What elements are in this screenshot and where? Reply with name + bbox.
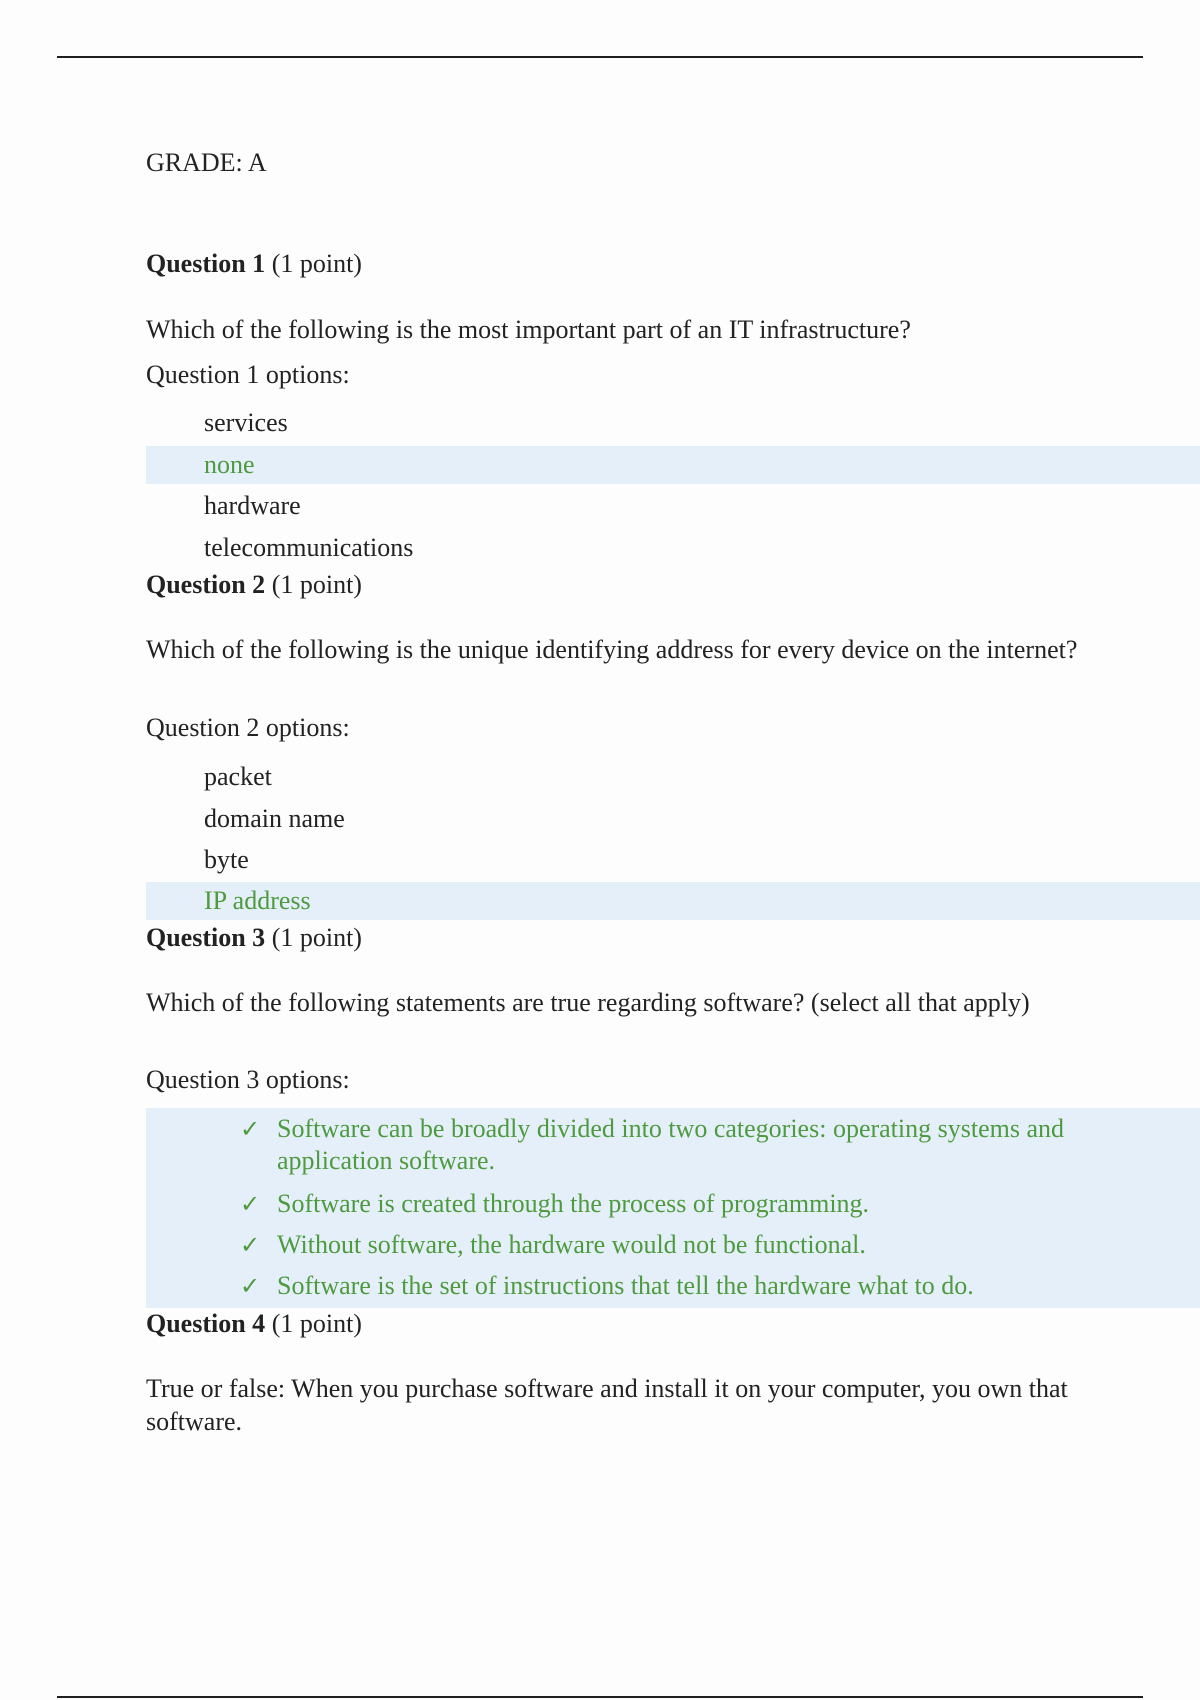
- question-3-number: Question 3: [146, 923, 266, 952]
- question-1-heading: [146, 249, 362, 279]
- question-2-heading: [146, 570, 362, 600]
- question-1-option-4[interactable]: telecommunications: [204, 533, 414, 562]
- question-3-option-4[interactable]: [240, 1270, 1140, 1302]
- grade-label: GRADE: A: [146, 148, 267, 177]
- question-2-points: (1 point): [271, 570, 362, 599]
- checkmark-icon: ✓: [240, 1231, 261, 1259]
- checkmark-icon: ✓: [240, 1115, 261, 1143]
- question-2-number: Question 2: [146, 570, 266, 599]
- question-2-option-3[interactable]: byte: [204, 845, 249, 874]
- question-1-option-1[interactable]: services: [204, 408, 288, 437]
- question-4-heading: [146, 1309, 362, 1339]
- question-1-option-2-correct[interactable]: none: [204, 450, 255, 479]
- question-2-options-label: Question 2 options:: [146, 713, 350, 742]
- question-4-prompt: True or false: When you purchase software and install it on your computer, you own that software.: [146, 1374, 1068, 1436]
- question-3-option-1[interactable]: [240, 1113, 1140, 1177]
- question-3-option-3-text: Without software, the hardware would not be functional.: [277, 1230, 866, 1259]
- question-1-option-3[interactable]: hardware: [204, 491, 301, 520]
- question-3-option-1-text: Software can be broadly divided into two categories: operating systems and application software.: [277, 1114, 1065, 1175]
- top-rule: [57, 56, 1143, 58]
- question-1-prompt: Which of the following is the most important part of an IT infrastructure?: [146, 315, 911, 344]
- question-2-prompt: Which of the following is the unique identifying address for every device on the internet?: [146, 635, 1078, 664]
- question-3-option-4-text: Software is the set of instructions that tell the hardware what to do.: [277, 1271, 974, 1300]
- question-3-option-3[interactable]: [240, 1229, 1140, 1261]
- question-2-option-1[interactable]: packet: [204, 762, 272, 791]
- question-4-number: Question 4: [146, 1309, 266, 1338]
- question-1-points: (1 point): [271, 249, 362, 278]
- question-1-number: Question 1: [146, 249, 266, 278]
- question-2-option-4-correct[interactable]: IP address: [204, 886, 311, 915]
- checkmark-icon: ✓: [240, 1190, 261, 1218]
- question-2-option-2[interactable]: domain name: [204, 804, 345, 833]
- question-3-option-2[interactable]: [240, 1188, 1140, 1220]
- question-1-correct-highlight[interactable]: [146, 446, 1200, 484]
- question-3-option-2-text: Software is created through the process of programming.: [277, 1189, 870, 1218]
- question-4-points: (1 point): [271, 1309, 362, 1338]
- question-3-heading: [146, 923, 362, 953]
- question-3-prompt: Which of the following statements are true regarding software? (select all that apply): [146, 988, 1030, 1017]
- question-1-options-label: Question 1 options:: [146, 360, 350, 389]
- question-3-options-label: Question 3 options:: [146, 1065, 350, 1094]
- question-3-points: (1 point): [271, 923, 362, 952]
- bottom-rule: [57, 1696, 1143, 1698]
- checkmark-icon: ✓: [240, 1272, 261, 1300]
